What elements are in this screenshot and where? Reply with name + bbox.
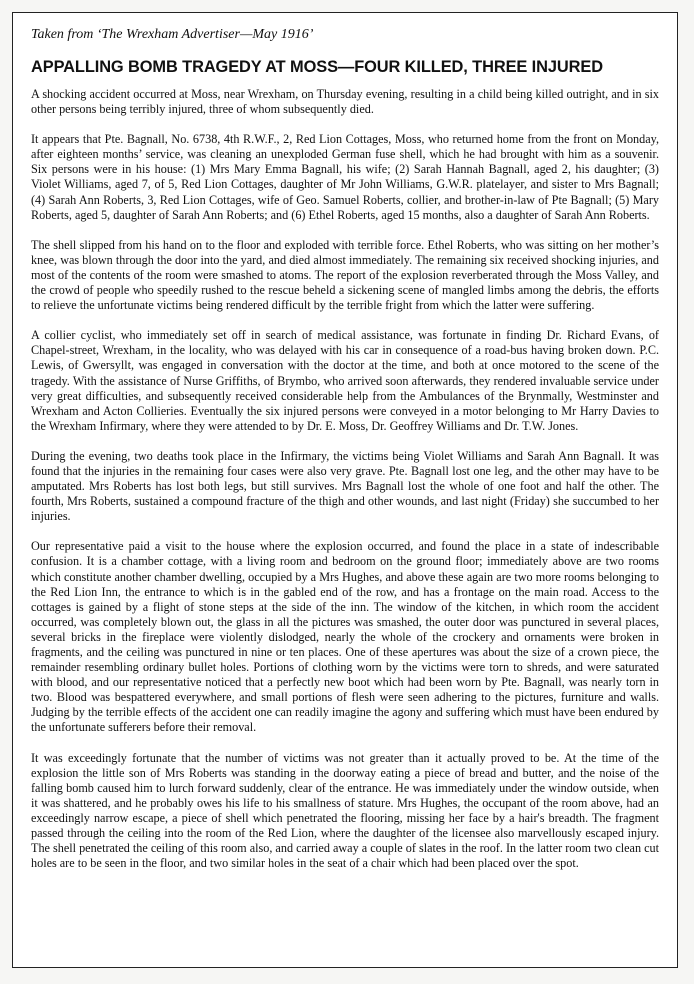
headline: APPALLING BOMB TRAGEDY AT MOSS—FOUR KILLED, THREE INJURED (31, 58, 603, 76)
article-paragraph-5: During the evening, two deaths took place in the Infirmary, the victims being Violet Williams and Sarah Ann Bagnall. It was found that the injuries in the remaining four cases were also very grave. Pte. Bagnall lost one leg, and the other may have to be amputated. Mrs Roberts has lost both legs, but still survives. Mrs Bagnall lost the whole of one foot and half the other. The fourth, Mrs Roberts, sustained a compound fracture of the thigh and other wounds, and last night (Friday) she succumbed to her injuries. (31, 448, 659, 524)
source-line: Taken from ‘The Wrexham Advertiser—May 1916’ (31, 27, 314, 42)
article (31, 26, 659, 886)
article-paragraph-4: A collier cyclist, who immediately set off in search of medical assistance, was fortunate in finding Dr. Richard Evans, of Chapel-street, Wrexham, in the locality, who was delayed with his car in consequence of a road-bus having broken down. P.C. Lewis, of Gwersyllt, was engaged in conversation with the doctor at the time, and both at once motored to the scene of the tragedy. With the assistance of Nurse Griffiths, of Brymbo, who arrived soon afterwards, they rendered invaluable service under very great difficulties, and subsequently received considerable help from the Ambulances of the Brynmally, Westminster and Wrexham and Acton Collieries. Eventually the six injured persons were conveyed in a motor belonging to Mr Harry Davies to the Wrexham Infirmary, where they were attended to by Dr. E. Moss, Dr. Geoffrey Williams and Dr. T.W. Jones. (31, 328, 659, 433)
article-paragraph-7: It was exceedingly fortunate that the number of victims was not greater than it actually proved to be. At the time of the explosion the little son of Mrs Roberts was standing in the doorway eating a piece of bread and butter, and the noise of the falling bomb caused him to lurch forward suddenly, clear of the entrance. He was immediately under the window outside, when it was shattered, and he probably owes his life to his smallness of stature. Mrs Hughes, the occupant of the room above, had an exceedingly narrow escape, a piece of shell which penetrated the flooring, missing her face by a hair's breadth. The fragment passed through the ceiling into the room of the Red Lion, where the daughter of the licensee also marvellously escaped injury. The shell penetrated the ceiling of this room also, and carried away a couple of slates in the roof. In the latter room two clean cut holes are to be seen in the floor, and two similar holes in the seat of a chair which had been placed over the spot. (31, 750, 659, 871)
article-paragraph-3: The shell slipped from his hand on to the floor and exploded with terrible force. Ethel Roberts, who was sitting on her mother’s knee, was blown through the door into the yard, and died almost immediately. The remaining six received shocking injuries, and most of the contents of the room were smashed to atoms. The report of the explosion reverberated through the Moss Valley, and the crowd of people who speedily rushed to the rescue beheld a sickening scene of mangled limbs among the debris, the efforts to relieve the unfortunate victims being rendered difficult by the terrible fright from which the latter were suffering. (31, 237, 659, 313)
article-paragraph-2: It appears that Pte. Bagnall, No. 6738, 4th R.W.F., 2, Red Lion Cottages, Moss, who returned home from the front on Monday, after eighteen months’ service, was cleaning an unexploded German fuse shell, which he had brought with him as a souvenir. Six persons were in his house: (1) Mrs Mary Emma Bagnall, his wife; (2) Sarah Hannah Bagnall, aged 2, his daughter; (3) Violet Williams, aged 7, of 5, Red Lion Cottages, daughter of Mr John Williams, G.W.R. platelayer, and sister to Mrs Bagnall; (4) Sarah Ann Roberts, 3, Red Lion Cottages, wife of Geo. Samuel Roberts, collier, and brother-in-law of Pte Bagnall; (5) Mary Roberts, aged 5, daughter of Sarah Ann Roberts; and (6) Ethel Roberts, aged 15 months, also a daughter of Sarah Ann Roberts. (31, 132, 659, 222)
article-paragraph-6: Our representative paid a visit to the house where the explosion occurred, and found the place in a state of indescribable confusion. It is a chamber cottage, with a living room and bedroom on the ground floor; immediately above are two rooms which constitute another chamber dwelling, occupied by a Mrs Hughes, and above these again are two more rooms belonging to the Red Lion Inn, the entrance to which is in the gabled end of the row, and has a frontage on the main road. Access to the cottages is gained by a flight of stone steps at the side of the inn. The window of the kitchen, in which room the accident occurred, was completely blown out, the glass in all the pictures was smashed, the outer door was punctured in several places, several bricks in the fireplace were violently dislodged, nearly the whole of the crockery and ornaments were broken in fragments, and the ceiling was punctured in nine or ten places. One of these apertures was about the size of a crown piece, the remainder resembling ordinary bullet holes. Portions of clothing worn by the victims were torn to shreds, and were saturated with blood, and our representative noticed that a perfectly new boot which had been worn by Pte. Bagnall, was nearly torn in two. Blood was bespattered everywhere, and small portions of flesh were seen adhering to the pictures, furniture and walls. Judging by the terrible effects of the accident one can readily imagine the agony and suffering which must have been endured by the unfortunate sufferers before their removal. (31, 539, 659, 735)
article-paragraph-1: A shocking accident occurred at Moss, near Wrexham, on Thursday evening, resulting in a child being killed outright, and in six other persons being terribly injured, three of whom subsequently died. (31, 87, 659, 117)
